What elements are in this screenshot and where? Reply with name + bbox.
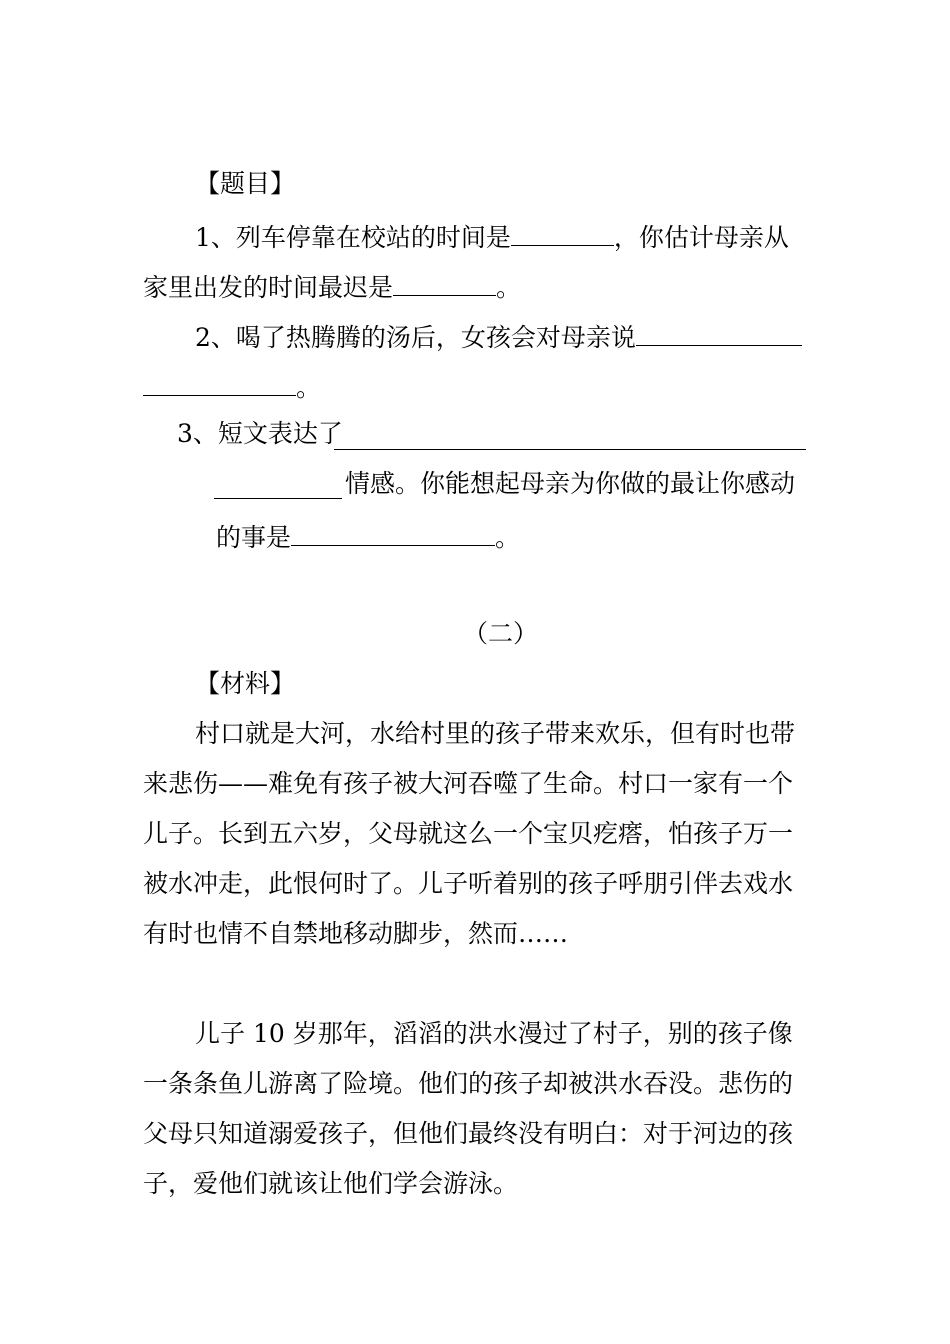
paragraph-1-line: 有时也情不自禁地移动脚步，然而…… — [143, 919, 569, 948]
q1-answer-blank-departure[interactable] — [393, 267, 496, 296]
q1-line1 — [195, 217, 789, 251]
q3-text-b: 情感。你能想起母亲为你做的最让你感动 — [345, 469, 796, 498]
q2-answer-blank-1[interactable] — [636, 317, 802, 346]
q3-answer-blank-2[interactable] — [214, 498, 342, 499]
q3-answer-blank-3[interactable] — [291, 517, 495, 546]
q3-line2 — [345, 467, 795, 501]
q2-line1 — [195, 317, 802, 351]
paragraph-1-line: 来悲伤——难免有孩子被大河吞噬了生命。村口一家有一个 — [143, 769, 794, 798]
q3-answer-blank-1[interactable] — [334, 449, 806, 450]
paragraph-2-line: 子，爱他们就该让他们学会游泳。 — [143, 1169, 519, 1198]
q1-answer-blank-time[interactable] — [511, 217, 614, 246]
q2-text-end: 。 — [296, 373, 322, 402]
q3-text-a: 3、短文表达了 — [177, 419, 343, 448]
paragraph-2-line: 父母只知道溺爱孩子，但他们最终没有明白：对于河边的孩 — [143, 1119, 794, 1148]
q2-text: 2、喝了热腾腾的汤后，女孩会对母亲说 — [195, 323, 636, 352]
q2-line2 — [143, 367, 321, 401]
q3-text-d: 。 — [495, 523, 521, 552]
q1-line2 — [143, 267, 521, 301]
q1-text-a: 1、列车停靠在校站的时间是 — [195, 223, 511, 252]
q2-answer-blank-2[interactable] — [143, 367, 296, 396]
q1-text-d: 。 — [496, 273, 522, 302]
paragraph-1-line: 被水冲走，此恨何时了。儿子听着别的孩子呼朋引伴去戏水 — [143, 869, 794, 898]
q3-text-c: 的事是 — [216, 523, 292, 552]
paragraph-2-line: 儿子 10 岁那年，滔滔的洪水漫过了村子，别的孩子像 — [195, 1019, 793, 1048]
q3-line3 — [216, 517, 520, 551]
question-heading: 【题目】 — [195, 169, 296, 198]
q1-text-b: ，你估计母亲从 — [613, 223, 789, 252]
paragraph-1-line: 儿子。长到五六岁，父母就这么一个宝贝疙瘩，怕孩子万一 — [143, 819, 794, 848]
paragraph-1-line: 村口就是大河，水给村里的孩子带来欢乐，但有时也带 — [195, 719, 796, 748]
material-heading: 【材料】 — [195, 669, 296, 698]
q3-line1 — [177, 417, 343, 451]
q1-text-c: 家里出发的时间最迟是 — [143, 273, 394, 302]
section-two-title: （二） — [463, 619, 539, 648]
paragraph-2-line: 一条条鱼儿游离了险境。他们的孩子却被洪水吞没。悲伤的 — [143, 1069, 794, 1098]
